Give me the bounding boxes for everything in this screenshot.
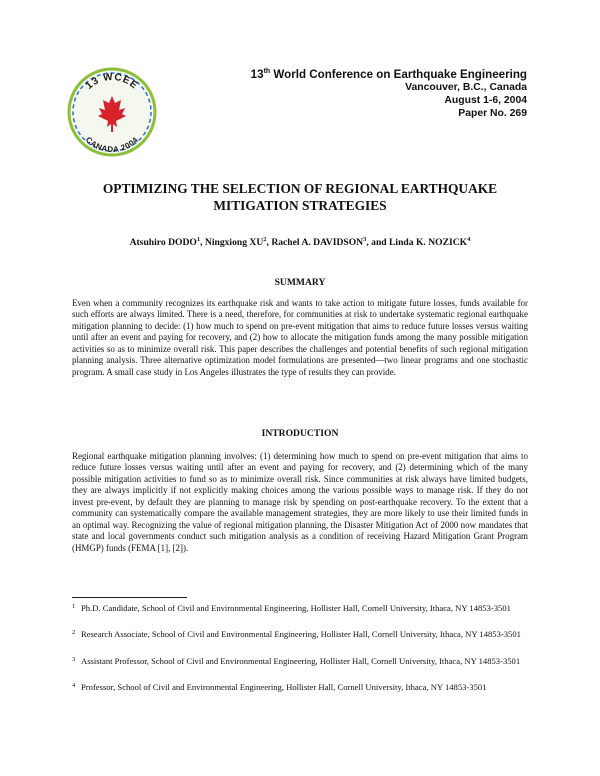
conference-header xyxy=(251,68,527,120)
logo-bottom-text: CANADA 2004 xyxy=(83,135,141,155)
footnote-divider xyxy=(72,597,187,598)
footnote: 2 Research Associate, School of Civil and Environmental Engineering, Hollister Hall, Cornell University, Ithaca, NY 14853-3501 xyxy=(72,629,521,639)
footnote: 4 Professor, School of Civil and Environmental Engineering, Hollister Hall, Cornell University, Ithaca, NY 14853-3501 xyxy=(72,682,487,692)
paper-title: OPTIMIZING THE SELECTION OF REGIONAL EARTHQUAKE MITIGATION STRATEGIES xyxy=(102,181,498,213)
summary-heading: SUMMARY xyxy=(274,277,326,288)
author: Atsuhiro DODO xyxy=(129,237,197,248)
conference-location: Vancouver, B.C., Canada xyxy=(405,82,527,93)
introduction-heading: INTRODUCTION xyxy=(261,428,339,439)
author: Ningxiong XU xyxy=(204,237,264,248)
conference-name: 13th World Conference on Earthquake Engineering xyxy=(250,68,527,81)
paper-number: Paper No. 269 xyxy=(458,108,527,119)
author: Rachel A. DAVIDSON xyxy=(271,237,364,248)
footnote: 1 Ph.D. Candidate, School of Civil and Environmental Engineering, Hollister Hall, Cornell University, Ithaca, NY 14853-3501 xyxy=(72,603,511,613)
logo-top-text: 13 WCEE xyxy=(83,71,141,92)
conference-dates: August 1-6, 2004 xyxy=(444,95,527,106)
author: and Linda K. NOZICK xyxy=(371,237,468,248)
summary-body: Even when a community recognizes its earthquake risk and wants to take action to mitigate future losses, funds available for such efforts are always limited. There is a need, therefore, for communities at risk to undertake systematic regional earthquake mitigation planning to decide: (1) how much to spend on pre-event mitigation that aims to reduce future losses versus waiting until after an event and paying for recovery, and (2) how to allocate the mitigation funds among the many possible mitigation activities so as to minimize overall risk. This paper describes the challenges and potential benefits of such regional mitigation planning analysis. Three alternative optimization model formulations are presented—two linear programs and one stochastic program. A small case study in Los Angeles illustrates the type of results they can provide. xyxy=(72,298,528,377)
introduction-body: Regional earthquake mitigation planning involves: (1) determining how much to spend on pre-event mitigation that aims to reduce future losses versus waiting until after an event and paying for recovery, and (2) determining which of the many possible mitigation activities to fund so as to minimize overall risk. Since communities at risk always have limited budgets, they are always implicitly if not explicitly making choices among the various possible ways to manage risk. If they do not invest pre-event, by default they are planning to manage risk by spending on post-earthquake recovery. To the extent that a community can systematically compare the available management strategies, they are more likely to use their limited funds in an optimal way. Recognizing the value of regional mitigation planning, the Disaster Mitigation Act of 2000 now mandates that state and local governments conduct such mitigation analysis as a condition of receiving Hazard Mitigation Grant Program (HMGP) funds (FEMA [1], [2]). xyxy=(72,451,528,553)
footnote: 3 Assistant Professor, School of Civil and Environmental Engineering, Hollister Hall, Cornell University, Ithaca, NY 14853-3501 xyxy=(72,656,521,666)
wcee-logo-icon xyxy=(66,66,158,158)
author-list: Atsuhiro DODO$^1$, Ningxiong $XU^2$, Rachel A. DAVIDSON$^3$, and Linda K. NOZICK$^4$ xyxy=(129,236,471,248)
